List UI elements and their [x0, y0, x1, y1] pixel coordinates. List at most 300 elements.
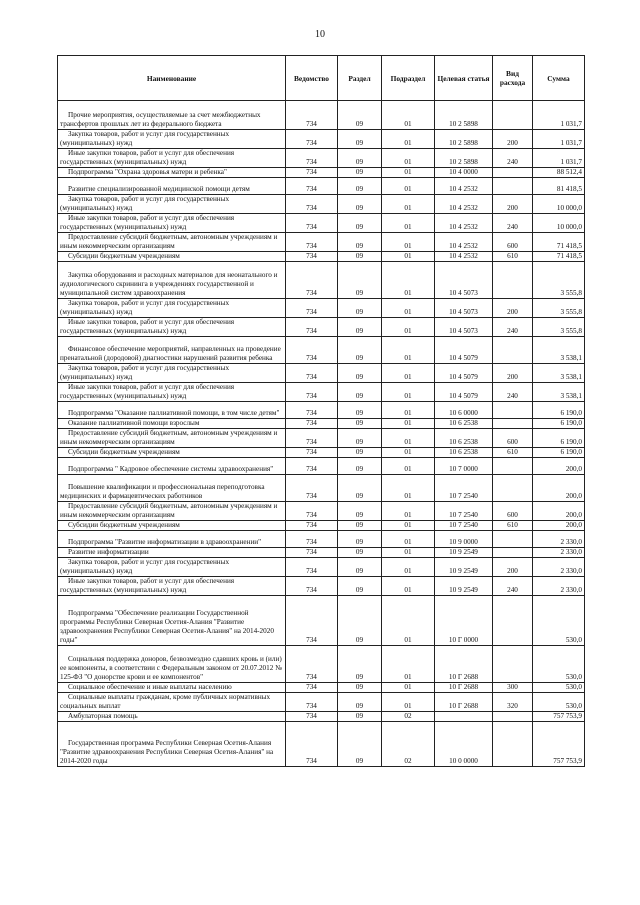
cell-sum [533, 149, 585, 168]
cell-ved [286, 252, 338, 262]
table-row [58, 531, 585, 548]
cell-sum-text: 10 000,0 [556, 204, 582, 212]
cell-razdel-text: 09 [355, 673, 364, 681]
cell-razdel-text: 09 [355, 636, 364, 644]
cell-podrazdel-text: 01 [404, 419, 412, 427]
cell-sum-text: 2 330,0 [560, 586, 582, 594]
cell-podrazdel-text: 01 [404, 438, 412, 446]
table-row [58, 596, 585, 646]
cell-sum [533, 337, 585, 364]
cell-sum [533, 722, 585, 767]
cell-sum [533, 233, 585, 252]
cell-sum-text: 2 330,0 [560, 567, 582, 575]
cell-podrazdel-text: 01 [404, 511, 412, 519]
cell-cs [435, 577, 493, 596]
cell-ved-text: 734 [306, 683, 317, 691]
cell-razdel-text: 09 [355, 139, 364, 147]
cell-ved [286, 383, 338, 402]
cell-ved-text: 734 [306, 712, 317, 720]
cell-podrazdel [382, 548, 435, 558]
cell-name-text: Иные закупки товаров, работ и услуг для обеспечения государственных (муниципальных) нужд [60, 383, 235, 400]
cell-sum-text: 88 512,4 [556, 168, 582, 176]
cell-sum-text: 6 190,0 [560, 448, 582, 456]
cell-cs-text: 10 Г 2688 [448, 702, 479, 710]
cell-cs-text: 10 7 0000 [449, 465, 478, 473]
cell-ved-text: 734 [306, 448, 317, 456]
cell-podrazdel [382, 101, 435, 130]
table-row [58, 383, 585, 402]
cell-sum [533, 558, 585, 577]
cell-name-text: Предоставление субсидий бюджетным, автономным учреждениям и иным некоммерческим организациям [60, 502, 278, 519]
cell-razdel-text: 09 [355, 757, 364, 765]
cell-sum-text: 1 031,7 [560, 120, 582, 128]
cell-podrazdel-text: 01 [404, 354, 412, 362]
cell-ved-text: 734 [306, 438, 317, 446]
cell-ved [286, 101, 338, 130]
cell-razdel [338, 722, 382, 767]
header-razdel: Раздел [338, 56, 382, 101]
cell-ved [286, 448, 338, 458]
cell-razdel-text: 09 [355, 242, 364, 250]
cell-cs-text: 10 4 2532 [449, 242, 478, 250]
cell-podrazdel [382, 646, 435, 683]
cell-vr [493, 364, 533, 383]
cell-cs [435, 364, 493, 383]
cell-vr-text: 200 [507, 567, 518, 575]
cell-cs-text: 10 6 2538 [449, 448, 478, 456]
cell-vr-text: 200 [507, 139, 518, 147]
cell-podrazdel [382, 577, 435, 596]
cell-name-text: Развитие специализированной медицинской помощи детям [68, 185, 250, 193]
cell-name-text: Подпрограмма " Кадровое обеспечение системы здравоохранения" [68, 465, 274, 473]
cell-sum [533, 318, 585, 337]
cell-razdel [338, 364, 382, 383]
cell-podrazdel [382, 458, 435, 475]
cell-vr-text: 240 [507, 223, 518, 231]
cell-sum-text: 530,0 [565, 702, 582, 710]
cell-razdel [338, 521, 382, 531]
cell-podrazdel-text: 01 [404, 548, 412, 556]
cell-razdel-text: 09 [355, 168, 364, 176]
table-row [58, 178, 585, 195]
cell-podrazdel-text: 01 [404, 492, 412, 500]
cell-ved [286, 531, 338, 548]
cell-vr [493, 318, 533, 337]
cell-sum-text: 81 418,5 [556, 185, 582, 193]
cell-sum-text: 6 190,0 [560, 419, 582, 427]
cell-vr [493, 337, 533, 364]
table-row [58, 402, 585, 419]
cell-name [58, 262, 286, 299]
cell-razdel-text: 09 [355, 373, 364, 381]
cell-ved-text: 734 [306, 120, 317, 128]
cell-sum-text: 3 555,8 [560, 289, 582, 297]
table-row [58, 448, 585, 458]
cell-vr [493, 502, 533, 521]
cell-podrazdel-text: 01 [404, 448, 412, 456]
cell-name [58, 383, 286, 402]
cell-name-text: Субсидии бюджетным учреждениям [68, 252, 180, 260]
cell-cs [435, 596, 493, 646]
table-row [58, 195, 585, 214]
cell-cs-text: 10 4 2532 [449, 252, 478, 260]
cell-vr [493, 429, 533, 448]
cell-razdel [338, 299, 382, 318]
cell-podrazdel-text: 01 [404, 521, 412, 529]
table-row [58, 558, 585, 577]
cell-podrazdel [382, 722, 435, 767]
cell-vr [493, 252, 533, 262]
cell-sum-text: 71 418,5 [556, 252, 582, 260]
page-number: 10 [315, 29, 325, 40]
cell-name-text: Закупка товаров, работ и услуг для государственных (муниципальных) нужд [60, 558, 230, 575]
cell-razdel [338, 233, 382, 252]
cell-sum [533, 252, 585, 262]
cell-ved-text: 734 [306, 158, 317, 166]
cell-name [58, 558, 286, 577]
cell-podrazdel-text: 01 [404, 409, 412, 417]
cell-sum [533, 168, 585, 178]
cell-sum [533, 577, 585, 596]
cell-ved-text: 734 [306, 465, 317, 473]
cell-podrazdel [382, 419, 435, 429]
cell-ved-text: 734 [306, 702, 317, 710]
table-row [58, 429, 585, 448]
cell-name [58, 419, 286, 429]
cell-vr [493, 712, 533, 722]
cell-sum-text: 530,0 [565, 673, 582, 681]
cell-name-text: Закупка товаров, работ и услуг для государственных (муниципальных) нужд [60, 364, 230, 381]
cell-vr [493, 646, 533, 683]
cell-cs-text: 10 4 5073 [449, 327, 478, 335]
cell-podrazdel-text: 01 [404, 373, 412, 381]
cell-podrazdel-text: 01 [404, 567, 412, 575]
table-row [58, 364, 585, 383]
cell-sum-text: 71 418,5 [556, 242, 582, 250]
cell-sum [533, 521, 585, 531]
cell-ved-text: 734 [306, 409, 317, 417]
cell-vr [493, 722, 533, 767]
cell-ved-text: 734 [306, 392, 317, 400]
cell-vr-text: 200 [507, 204, 518, 212]
cell-razdel-text: 09 [355, 448, 364, 456]
cell-cs [435, 168, 493, 178]
cell-razdel-text: 09 [355, 185, 364, 193]
cell-ved [286, 364, 338, 383]
table-header-row [58, 56, 585, 101]
cell-cs [435, 262, 493, 299]
cell-name [58, 195, 286, 214]
cell-name [58, 646, 286, 683]
cell-vr [493, 214, 533, 233]
cell-razdel-text: 09 [355, 252, 364, 260]
cell-sum [533, 101, 585, 130]
cell-name-text: Амбулаторная помощь [68, 712, 138, 720]
cell-podrazdel-text: 01 [404, 223, 412, 231]
cell-name [58, 214, 286, 233]
cell-razdel-text: 09 [355, 548, 364, 556]
cell-podrazdel-text: 01 [404, 586, 412, 594]
cell-vr [493, 683, 533, 693]
cell-sum [533, 383, 585, 402]
cell-sum [533, 262, 585, 299]
cell-razdel-text: 09 [355, 586, 364, 594]
cell-vr [493, 195, 533, 214]
cell-razdel [338, 577, 382, 596]
cell-vr [493, 521, 533, 531]
table-row [58, 214, 585, 233]
cell-sum [533, 429, 585, 448]
cell-razdel [338, 178, 382, 195]
cell-razdel-text: 09 [355, 511, 364, 519]
cell-name [58, 178, 286, 195]
cell-vr [493, 458, 533, 475]
table-row [58, 419, 585, 429]
cell-cs-text: 10 4 0000 [449, 168, 478, 176]
cell-vr-text: 200 [507, 308, 518, 316]
cell-vr [493, 383, 533, 402]
cell-name-text: Повышение квалификации и профессиональная переподготовка медицинских и фармацевтических работников [60, 483, 265, 500]
cell-cs-text: 10 4 5079 [449, 354, 478, 362]
cell-sum-text: 3 538,1 [560, 354, 582, 362]
cell-cs-text: 10 4 2532 [449, 204, 478, 212]
cell-sum [533, 214, 585, 233]
cell-cs-text: 10 4 2532 [449, 185, 478, 193]
cell-sum-text: 6 190,0 [560, 438, 582, 446]
cell-cs [435, 130, 493, 149]
cell-razdel [338, 262, 382, 299]
cell-ved [286, 130, 338, 149]
cell-vr-text: 610 [507, 521, 518, 529]
cell-name [58, 233, 286, 252]
cell-podrazdel-text: 01 [404, 636, 412, 644]
cell-razdel-text: 09 [355, 223, 364, 231]
cell-cs-text: 10 2 5898 [449, 120, 478, 128]
cell-cs-text: 10 Г 0000 [448, 636, 479, 644]
cell-cs-text: 10 Г 2688 [448, 673, 479, 681]
cell-name [58, 364, 286, 383]
cell-vr-text: 600 [507, 242, 518, 250]
cell-podrazdel [382, 233, 435, 252]
cell-sum [533, 596, 585, 646]
cell-name [58, 402, 286, 419]
cell-sum-text: 6 190,0 [560, 409, 582, 417]
cell-razdel [338, 693, 382, 712]
cell-razdel [338, 195, 382, 214]
cell-name [58, 531, 286, 548]
cell-cs-text: 10 6 0000 [449, 409, 478, 417]
cell-podrazdel [382, 683, 435, 693]
cell-ved-text: 734 [306, 538, 317, 546]
cell-cs [435, 178, 493, 195]
cell-cs [435, 712, 493, 722]
cell-ved-text: 734 [306, 327, 317, 335]
cell-ved [286, 262, 338, 299]
cell-sum-text: 200,0 [565, 492, 582, 500]
cell-cs [435, 214, 493, 233]
cell-cs [435, 531, 493, 548]
cell-razdel-text: 09 [355, 120, 364, 128]
cell-sum [533, 178, 585, 195]
cell-podrazdel [382, 448, 435, 458]
cell-cs [435, 693, 493, 712]
cell-vr [493, 149, 533, 168]
cell-cs-text: 10 7 2540 [449, 492, 478, 500]
cell-podrazdel [382, 299, 435, 318]
cell-ved-text: 734 [306, 511, 317, 519]
cell-cs-text: 10 4 5073 [449, 308, 478, 316]
header-cs: Целевая статья [435, 56, 493, 101]
cell-cs [435, 548, 493, 558]
cell-razdel [338, 448, 382, 458]
cell-name [58, 429, 286, 448]
table-row [58, 318, 585, 337]
cell-ved [286, 168, 338, 178]
table-row [58, 646, 585, 683]
cell-razdel [338, 402, 382, 419]
cell-sum [533, 693, 585, 712]
cell-podrazdel [382, 383, 435, 402]
cell-vr-text: 600 [507, 438, 518, 446]
cell-razdel-text: 09 [355, 492, 364, 500]
table-row [58, 722, 585, 767]
cell-vr [493, 233, 533, 252]
table-row [58, 233, 585, 252]
cell-cs [435, 402, 493, 419]
cell-ved-text: 734 [306, 354, 317, 362]
cell-podrazdel [382, 214, 435, 233]
cell-name-text: Субсидии бюджетным учреждениям [68, 448, 180, 456]
cell-podrazdel-text: 01 [404, 242, 412, 250]
cell-razdel-text: 09 [355, 289, 364, 297]
cell-name-text: Иные закупки товаров, работ и услуг для обеспечения государственных (муниципальных) нужд [60, 318, 235, 335]
cell-name-text: Закупка оборудования и расходных материалов для неонатального и аудиологического скрининга в учреждениях государственной и муниципальной систем здравоохранения [60, 271, 278, 297]
cell-name [58, 318, 286, 337]
budget-table [57, 55, 585, 767]
cell-podrazdel-text: 01 [404, 392, 412, 400]
cell-razdel-text: 09 [355, 567, 364, 575]
cell-cs-text: 10 7 2540 [449, 511, 478, 519]
cell-cs [435, 429, 493, 448]
cell-sum [533, 130, 585, 149]
cell-name-text: Социальная поддержка доноров, безвозмездно сдавших кровь и (или) ее компоненты, в соответствии с Федеральным законом от 20.07.2012 № 125-ФЗ "О донорстве крови и ее компонентов" [60, 655, 282, 681]
cell-podrazdel-text: 01 [404, 702, 412, 710]
cell-name-text: Иные закупки товаров, работ и услуг для обеспечения государственных (муниципальных) нужд [60, 149, 235, 166]
cell-podrazdel [382, 693, 435, 712]
cell-sum [533, 683, 585, 693]
cell-ved [286, 693, 338, 712]
cell-ved-text: 734 [306, 252, 317, 260]
cell-cs [435, 337, 493, 364]
cell-name [58, 252, 286, 262]
cell-sum-text: 3 555,8 [560, 308, 582, 316]
cell-sum-text: 3 538,1 [560, 392, 582, 400]
cell-razdel-text: 09 [355, 538, 364, 546]
table-row [58, 693, 585, 712]
cell-ved [286, 596, 338, 646]
cell-razdel [338, 531, 382, 548]
cell-podrazdel-text: 01 [404, 683, 412, 691]
cell-name-text: Социальное обеспечение и иные выплаты населению [68, 683, 232, 691]
cell-cs [435, 195, 493, 214]
cell-sum-text: 530,0 [565, 683, 582, 691]
table-row [58, 299, 585, 318]
cell-cs-text: 10 2 5898 [449, 158, 478, 166]
cell-podrazdel [382, 195, 435, 214]
cell-sum-text: 1 031,7 [560, 158, 582, 166]
cell-name [58, 475, 286, 502]
cell-sum [533, 299, 585, 318]
cell-cs [435, 475, 493, 502]
cell-vr [493, 548, 533, 558]
cell-podrazdel [382, 712, 435, 722]
cell-ved [286, 214, 338, 233]
cell-cs-text: 10 4 5073 [449, 289, 478, 297]
cell-razdel [338, 419, 382, 429]
cell-ved [286, 429, 338, 448]
cell-razdel [338, 214, 382, 233]
cell-cs [435, 233, 493, 252]
cell-vr-text: 240 [507, 158, 518, 166]
cell-podrazdel-text: 01 [404, 158, 412, 166]
cell-razdel [338, 548, 382, 558]
cell-ved-text: 734 [306, 242, 317, 250]
cell-ved [286, 402, 338, 419]
cell-vr [493, 596, 533, 646]
cell-ved-text: 734 [306, 586, 317, 594]
cell-ved [286, 712, 338, 722]
cell-podrazdel [382, 252, 435, 262]
cell-name [58, 521, 286, 531]
cell-ved [286, 683, 338, 693]
cell-ved [286, 337, 338, 364]
table-row [58, 683, 585, 693]
cell-razdel-text: 09 [355, 327, 364, 335]
cell-cs-text: 10 9 2549 [449, 586, 478, 594]
cell-ved-text: 734 [306, 185, 317, 193]
cell-vr [493, 531, 533, 548]
cell-vr-text: 610 [507, 448, 518, 456]
cell-name [58, 149, 286, 168]
cell-name [58, 101, 286, 130]
cell-razdel-text: 09 [355, 465, 364, 473]
cell-podrazdel [382, 531, 435, 548]
cell-razdel [338, 646, 382, 683]
cell-razdel [338, 149, 382, 168]
cell-name [58, 502, 286, 521]
cell-sum [533, 646, 585, 683]
cell-name-text: Развитие информатизации [68, 548, 149, 556]
cell-ved-text: 734 [306, 757, 317, 765]
cell-name [58, 299, 286, 318]
cell-podrazdel [382, 402, 435, 419]
cell-name [58, 130, 286, 149]
cell-name-text: Предоставление субсидий бюджетным, автономным учреждениям и иным некоммерческим организациям [60, 429, 278, 446]
cell-vr [493, 101, 533, 130]
cell-ved [286, 558, 338, 577]
cell-ved-text: 734 [306, 373, 317, 381]
cell-razdel-text: 09 [355, 712, 364, 720]
cell-name [58, 337, 286, 364]
cell-razdel-text: 09 [355, 683, 364, 691]
cell-cs [435, 149, 493, 168]
cell-name-text: Иные закупки товаров, работ и услуг для обеспечения государственных (муниципальных) нужд [60, 214, 235, 231]
cell-sum-text: 3 538,1 [560, 373, 582, 381]
cell-razdel [338, 130, 382, 149]
cell-razdel-text: 09 [355, 702, 364, 710]
table-row [58, 475, 585, 502]
cell-name-text: Социальные выплаты гражданам, кроме публичных нормативных социальных выплат [60, 693, 271, 710]
